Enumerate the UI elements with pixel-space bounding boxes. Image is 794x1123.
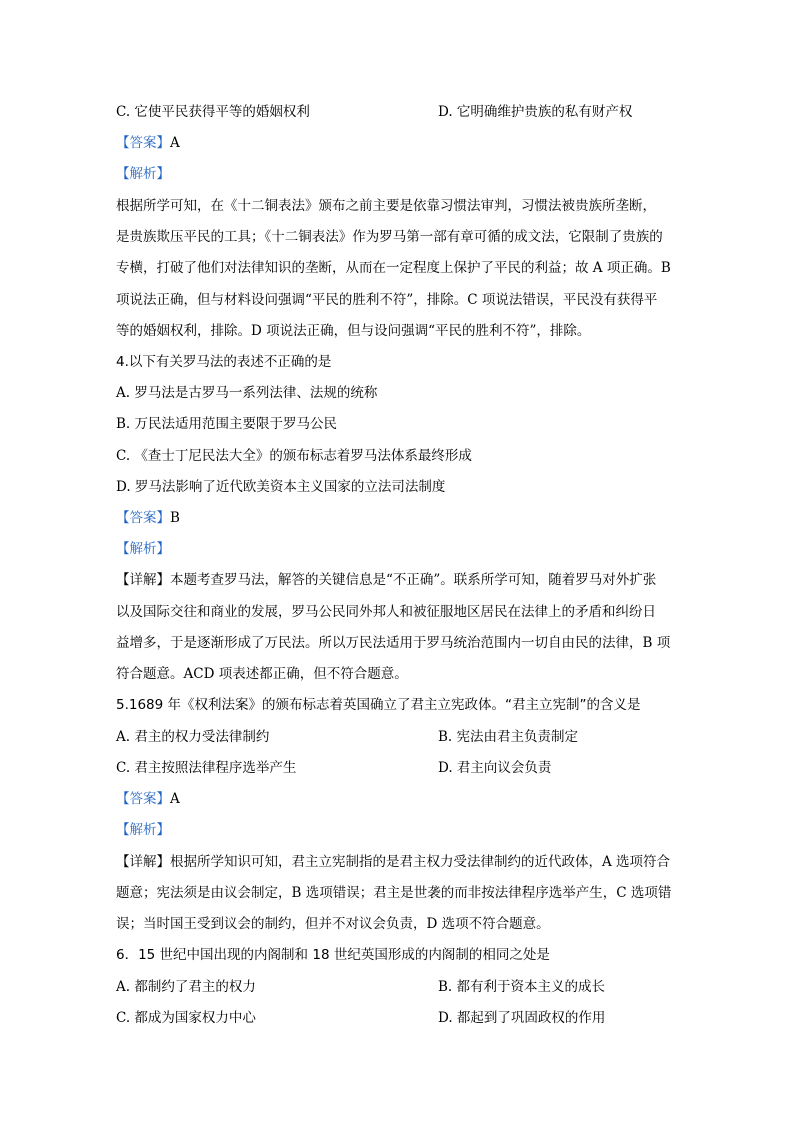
q3-analysis-line: 是贵族欺压平民的工具；《十二铜表法》作为罗马第一部有章可循的成文法，它限制了贵族的 [116, 229, 663, 245]
q6-option-d: D. 都起到了巩固政权的作用 [438, 1010, 606, 1026]
q5-option-c: C. 君主按照法律程序选举产生 [116, 760, 297, 776]
q4-detail-line: 以及国际交往和商业的发展，罗马公民同外邦人和被征服地区居民在法律上的矛盾和纠纷日 [116, 604, 656, 620]
q5-stem: 5.1689 年《权利法案》的颁布标志着英国确立了君主立宪政体。“君主立宪制”的含义是 [116, 697, 641, 713]
q4-option-a: A. 罗马法是古罗马一系列法律、法规的统称 [116, 385, 378, 401]
q3-answer [116, 133, 676, 153]
q5-detail-line: 误；当时国王受到议会的制约，但并不对议会负责，D 选项不符合题意。 [116, 916, 550, 932]
q4-answer [116, 508, 676, 528]
q3-option-c: C. 它使平民获得平等的婚姻权利 [116, 104, 310, 120]
detail-text: 本题考查罗马法，解答的关键信息是“不正确”。联系所学可知，随着罗马对外扩张 [170, 572, 657, 588]
q5-option-a: A. 君主的权力受法律制约 [116, 729, 270, 745]
q5-answer [116, 789, 676, 809]
q4-detail-line: 益增多，于是逐渐形成了万民法。所以万民法适用于罗马统治范围内一切自由民的法律，B 项 [116, 635, 671, 651]
q4-option-d: D. 罗马法影响了近代欧美资本主义国家的立法司法制度 [116, 479, 446, 495]
q6-option-b: B. 都有利于资本主义的成长 [438, 979, 606, 995]
q4-detail-line [116, 570, 676, 590]
q3-analysis-line: 等的婚姻权利，排除。D 项说法正确，但与设问强调“平民的胜利不符”，排除。 [116, 323, 591, 339]
q6-option-a: A. 都制约了君主的权力 [116, 979, 256, 995]
q5-option-d: D. 君主向议会负责 [438, 760, 552, 776]
answer-value: A [170, 135, 180, 151]
q5-detail-line: 题意；宪法须是由议会制定，B 选项错误；君主是世袭的而非按法律程序选举产生，C 选项错 [116, 885, 672, 901]
q4-analysis-tag: 【解析】 [116, 541, 170, 557]
q6-option-c: C. 都成为国家权力中心 [116, 1010, 256, 1026]
q3-analysis-line: 根据所学可知，在《十二铜表法》颁布之前主要是依靠习惯法审判，习惯法被贵族所垄断， [116, 198, 656, 214]
q3-analysis-line: 项说法正确，但与材料设问强调“平民的胜利不符”，排除。C 项说法错误，平民没有获得平 [116, 292, 658, 308]
answer-tag: 【答案】 [116, 135, 170, 151]
q6-stem: 6．15 世纪中国出现的内阁制和 18 世纪英国形成的内阁制的相同之处是 [116, 947, 550, 963]
q3-option-d: D. 它明确维护贵族的私有财产权 [438, 104, 633, 120]
answer-tag: 【答案】 [116, 791, 170, 807]
q4-option-b: B. 万民法适用范围主要限于罗马公民 [116, 416, 338, 432]
q4-option-c: C. 《查士丁尼民法大全》的颁布标志着罗马法体系最终形成 [116, 448, 472, 464]
q3-analysis-line: 专横，打破了他们对法律知识的垄断，从而在一定程度上保护了平民的利益；故 A 项正确。B [116, 260, 671, 276]
answer-tag: 【答案】 [116, 510, 170, 526]
q4-detail-line: 符合题意。ACD 项表述都正确，但不符合题意。 [116, 666, 408, 682]
q4-stem: 4.以下有关罗马法的表述不正确的是 [116, 354, 332, 370]
detail-text: 根据所学知识可知，君主立宪制指的是君主权力受法律制约的近代政体，A 选项符合 [170, 854, 671, 870]
q5-option-b: B. 宪法由君主负责制定 [438, 729, 579, 745]
q5-analysis-tag: 【解析】 [116, 822, 170, 838]
q5-detail-line [116, 852, 676, 872]
q3-analysis-tag: 【解析】 [116, 166, 170, 182]
detail-tag: 【详解】 [116, 854, 170, 870]
detail-tag: 【详解】 [116, 572, 170, 588]
answer-value: A [170, 791, 180, 807]
answer-value: B [170, 510, 180, 526]
